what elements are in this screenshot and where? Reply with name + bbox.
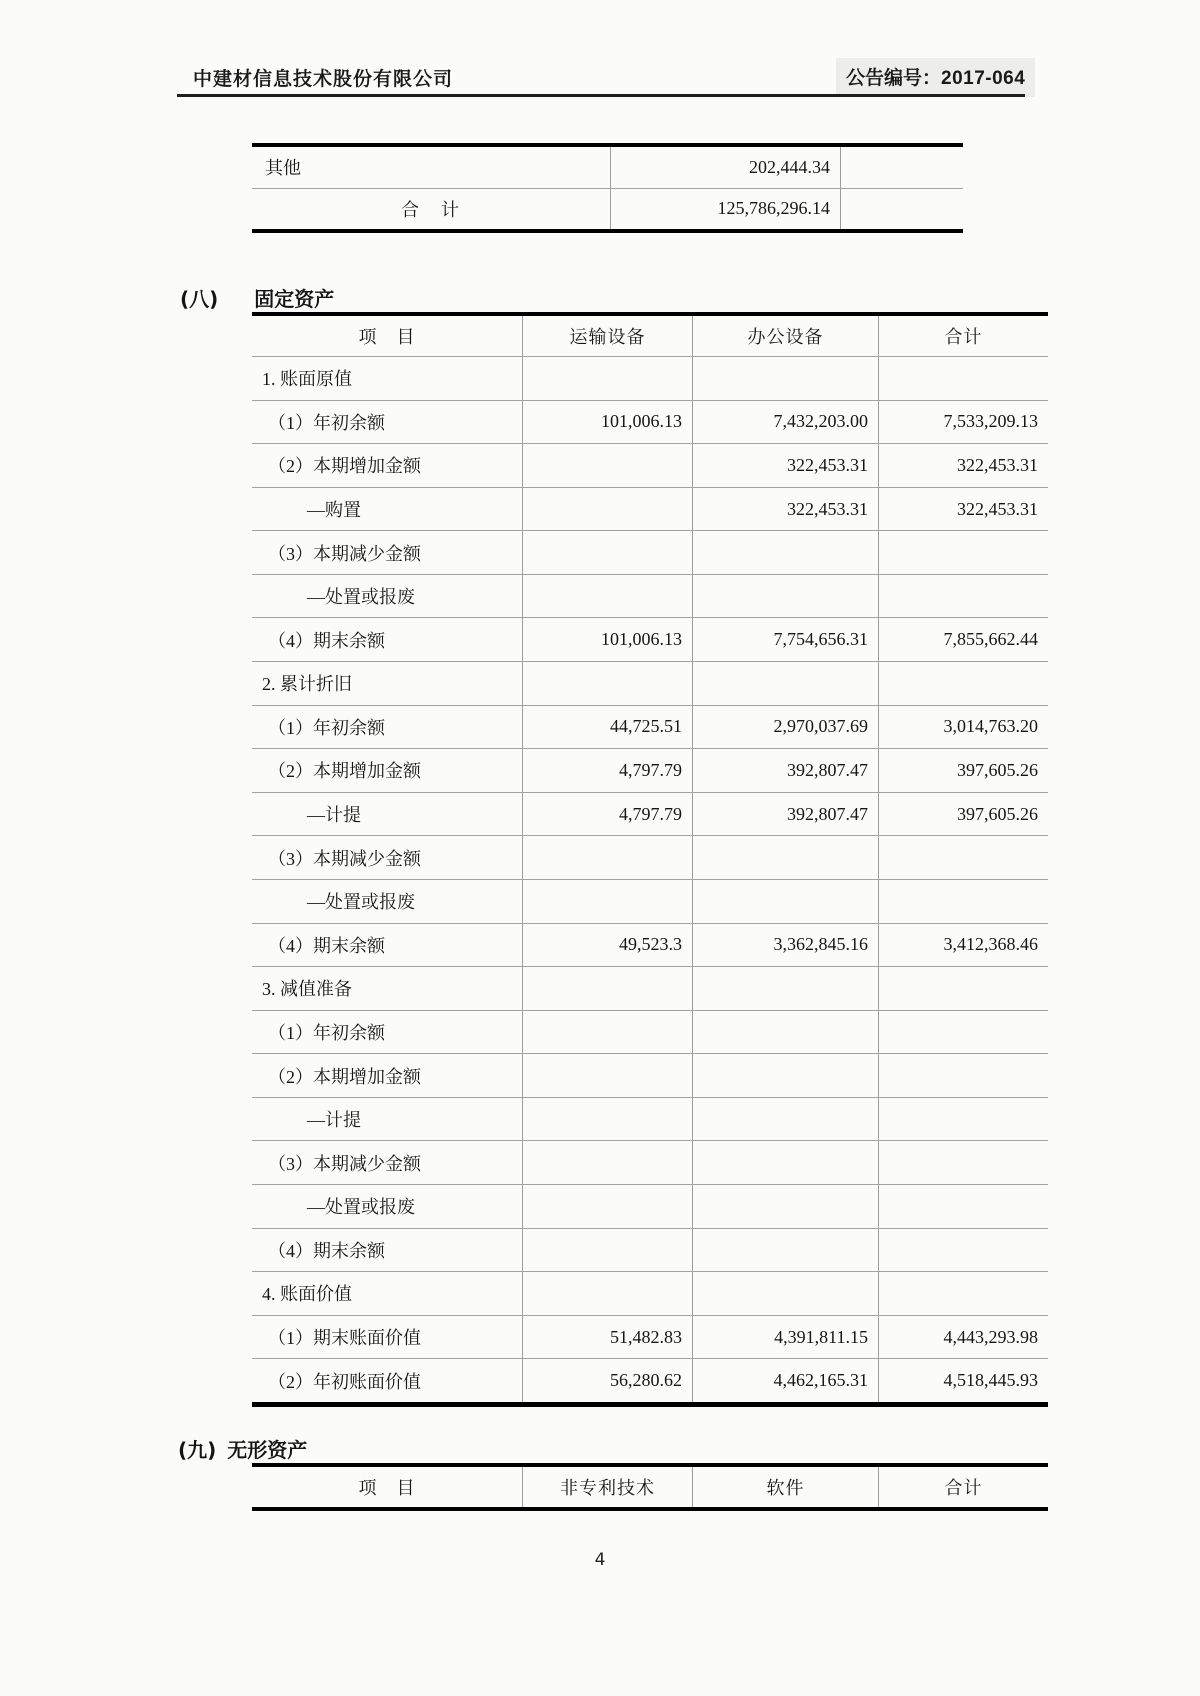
row-label-cell: —处置或报废 bbox=[307, 587, 415, 608]
section-heading-fixed-assets bbox=[180, 283, 334, 312]
value-cell-office: 392,807.47 bbox=[692, 749, 878, 792]
value-cell-total bbox=[878, 1141, 1048, 1184]
row-label-cell: 3. 减值准备 bbox=[262, 979, 352, 1000]
value-cell-total: 322,453.31 bbox=[878, 488, 1048, 531]
value-cell-total: 3,014,763.20 bbox=[878, 706, 1048, 749]
value-cell-transport: 101,006.13 bbox=[522, 401, 692, 444]
table-row bbox=[252, 574, 1048, 618]
value-cell-total: 397,605.26 bbox=[878, 749, 1048, 792]
value-cell-total bbox=[878, 662, 1048, 705]
value-cell-office bbox=[692, 1054, 878, 1097]
row-label-cell: （1）期末账面价值 bbox=[268, 1328, 421, 1348]
value-cell-office bbox=[692, 1098, 878, 1141]
column-header-non-patent-tech: 非专利技术 bbox=[522, 1467, 692, 1507]
value-cell-office: 392,807.47 bbox=[692, 793, 878, 836]
table-row bbox=[252, 748, 1048, 792]
row-label-cell: 2. 累计折旧 bbox=[262, 674, 352, 695]
row-label-cell: （2）本期增加金额 bbox=[268, 1066, 421, 1087]
section-index: (九) bbox=[178, 1438, 217, 1462]
table-row bbox=[252, 1228, 1048, 1272]
amount-cell: 125,786,296.14 bbox=[610, 189, 840, 230]
value-cell-transport: 44,725.51 bbox=[522, 706, 692, 749]
value-cell-office bbox=[692, 1141, 878, 1184]
value-cell-total: 7,855,662.44 bbox=[878, 618, 1048, 661]
table-row-total bbox=[252, 188, 963, 230]
value-cell-transport bbox=[522, 662, 692, 705]
amount-cell: 202,444.34 bbox=[610, 147, 840, 188]
column-header-item: 项 目 bbox=[358, 327, 416, 347]
table-row bbox=[252, 705, 1048, 749]
table-row bbox=[252, 1010, 1048, 1054]
row-label-cell: （1）年初余额 bbox=[268, 717, 385, 738]
row-label-cell: —处置或报废 bbox=[307, 1197, 415, 1218]
row-label-cell: —计提 bbox=[307, 805, 361, 826]
column-header-transport-equipment: 运输设备 bbox=[522, 316, 692, 356]
notice-number: 2017-064 bbox=[941, 68, 1026, 89]
value-cell-office bbox=[692, 1272, 878, 1315]
value-cell-office bbox=[692, 531, 878, 574]
value-cell-total: 322,453.31 bbox=[878, 444, 1048, 487]
value-cell-office bbox=[692, 1185, 878, 1228]
table-row bbox=[252, 530, 1048, 574]
value-cell-total bbox=[878, 1229, 1048, 1272]
value-cell-transport bbox=[522, 1141, 692, 1184]
column-header-total: 合计 bbox=[878, 1467, 1048, 1507]
row-label-cell: —处置或报废 bbox=[307, 892, 415, 913]
header-rule bbox=[177, 94, 1025, 97]
row-label-cell: （2）本期增加金额 bbox=[268, 456, 421, 477]
value-cell-total: 3,412,368.46 bbox=[878, 924, 1048, 967]
table-header-row bbox=[252, 1467, 1048, 1507]
value-cell-office bbox=[692, 575, 878, 618]
column-header-office-equipment: 办公设备 bbox=[692, 316, 878, 356]
value-cell-transport bbox=[522, 1098, 692, 1141]
value-cell-transport bbox=[522, 880, 692, 923]
row-label-cell: （3）本期减少金额 bbox=[268, 543, 421, 564]
table-row bbox=[252, 1053, 1048, 1097]
value-cell-office: 7,754,656.31 bbox=[692, 618, 878, 661]
value-cell-total: 7,533,209.13 bbox=[878, 401, 1048, 444]
value-cell-transport bbox=[522, 1229, 692, 1272]
note-cell bbox=[840, 189, 963, 230]
row-label-cell: 4. 账面价值 bbox=[262, 1284, 352, 1305]
value-cell-office: 4,462,165.31 bbox=[692, 1359, 878, 1402]
value-cell-office bbox=[692, 1011, 878, 1054]
row-label-cell: （4）期末余额 bbox=[268, 1240, 385, 1261]
page-number: 4 bbox=[594, 1550, 606, 1570]
value-cell-total bbox=[878, 357, 1048, 400]
row-label-cell: 合 计 bbox=[401, 199, 461, 220]
value-cell-office bbox=[692, 1229, 878, 1272]
value-cell-office: 322,453.31 bbox=[692, 488, 878, 531]
value-cell-total bbox=[878, 1185, 1048, 1228]
intangible-assets-table bbox=[252, 1463, 1048, 1511]
column-header-item: 项 目 bbox=[358, 1478, 416, 1498]
fixed-assets-table bbox=[252, 312, 1048, 1407]
row-label-cell: （2）年初账面价值 bbox=[268, 1371, 421, 1392]
value-cell-transport bbox=[522, 1185, 692, 1228]
table-row bbox=[252, 966, 1048, 1010]
value-cell-total bbox=[878, 1011, 1048, 1054]
value-cell-transport bbox=[522, 444, 692, 487]
row-label-cell: （3）本期减少金额 bbox=[268, 1153, 421, 1174]
notice-label: 公告编号： bbox=[846, 67, 942, 89]
value-cell-transport bbox=[522, 488, 692, 531]
table-row bbox=[252, 1358, 1048, 1402]
value-cell-office: 4,391,811.15 bbox=[692, 1316, 878, 1359]
table-row bbox=[252, 400, 1048, 444]
value-cell-total bbox=[878, 967, 1048, 1010]
value-cell-transport: 56,280.62 bbox=[522, 1359, 692, 1402]
table-row bbox=[252, 879, 1048, 923]
value-cell-transport: 4,797.79 bbox=[522, 749, 692, 792]
notice-number-box bbox=[836, 58, 1035, 97]
value-cell-total bbox=[878, 531, 1048, 574]
section-title: 固定资产 bbox=[254, 287, 335, 311]
value-cell-transport bbox=[522, 1054, 692, 1097]
value-cell-transport bbox=[522, 575, 692, 618]
row-label-cell: （1）年初余额 bbox=[268, 412, 385, 433]
section-title: 无形资产 bbox=[227, 1438, 308, 1462]
table-row bbox=[252, 1315, 1048, 1359]
value-cell-office: 322,453.31 bbox=[692, 444, 878, 487]
value-cell-total bbox=[878, 1054, 1048, 1097]
table-row bbox=[252, 617, 1048, 661]
section-heading-intangible-assets bbox=[178, 1434, 307, 1463]
table-row bbox=[252, 661, 1048, 705]
table-row bbox=[252, 1184, 1048, 1228]
column-header-software: 软件 bbox=[692, 1467, 878, 1507]
value-cell-office: 7,432,203.00 bbox=[692, 401, 878, 444]
value-cell-transport bbox=[522, 531, 692, 574]
row-label-cell: （2）本期增加金额 bbox=[268, 761, 421, 782]
table-row bbox=[252, 923, 1048, 967]
value-cell-transport bbox=[522, 836, 692, 879]
value-cell-office bbox=[692, 357, 878, 400]
value-cell-transport: 49,523.3 bbox=[522, 924, 692, 967]
row-label-cell: 其他 bbox=[265, 158, 301, 179]
value-cell-transport: 101,006.13 bbox=[522, 618, 692, 661]
value-cell-total: 397,605.26 bbox=[878, 793, 1048, 836]
value-cell-transport: 51,482.83 bbox=[522, 1316, 692, 1359]
value-cell-total bbox=[878, 1098, 1048, 1141]
value-cell-total bbox=[878, 1272, 1048, 1315]
column-header-total: 合计 bbox=[878, 316, 1048, 356]
value-cell-transport bbox=[522, 357, 692, 400]
table-row bbox=[252, 356, 1048, 400]
carryover-table bbox=[252, 143, 963, 233]
table-row bbox=[252, 443, 1048, 487]
row-label-cell: （4）期末余额 bbox=[268, 630, 385, 651]
value-cell-transport bbox=[522, 1011, 692, 1054]
table-row bbox=[252, 487, 1048, 531]
value-cell-total: 4,518,445.93 bbox=[878, 1359, 1048, 1402]
row-label-cell: —购置 bbox=[307, 500, 361, 521]
table-row bbox=[252, 792, 1048, 836]
value-cell-transport bbox=[522, 967, 692, 1010]
value-cell-transport bbox=[522, 1272, 692, 1315]
table-row bbox=[252, 835, 1048, 879]
value-cell-office bbox=[692, 880, 878, 923]
table-header-row bbox=[252, 316, 1048, 356]
fixed-assets-table-body bbox=[252, 356, 1048, 1402]
row-label-cell: （4）期末余额 bbox=[268, 935, 385, 956]
value-cell-office bbox=[692, 967, 878, 1010]
table-row bbox=[252, 1271, 1048, 1315]
value-cell-office bbox=[692, 836, 878, 879]
value-cell-office: 3,362,845.16 bbox=[692, 924, 878, 967]
value-cell-total bbox=[878, 575, 1048, 618]
value-cell-total bbox=[878, 880, 1048, 923]
value-cell-total bbox=[878, 836, 1048, 879]
section-index: (八) bbox=[180, 287, 219, 311]
value-cell-office: 2,970,037.69 bbox=[692, 706, 878, 749]
note-cell bbox=[840, 147, 963, 188]
table-row bbox=[252, 147, 963, 188]
row-label-cell: —计提 bbox=[307, 1110, 361, 1131]
value-cell-total: 4,443,293.98 bbox=[878, 1316, 1048, 1359]
row-label-cell: （3）本期减少金额 bbox=[268, 848, 421, 869]
row-label-cell: 1. 账面原值 bbox=[262, 369, 352, 390]
row-label-cell: （1）年初余额 bbox=[268, 1022, 385, 1043]
table-row bbox=[252, 1097, 1048, 1141]
value-cell-transport: 4,797.79 bbox=[522, 793, 692, 836]
value-cell-office bbox=[692, 662, 878, 705]
company-name: 中建材信息技术股份有限公司 bbox=[193, 68, 454, 90]
table-row bbox=[252, 1140, 1048, 1184]
